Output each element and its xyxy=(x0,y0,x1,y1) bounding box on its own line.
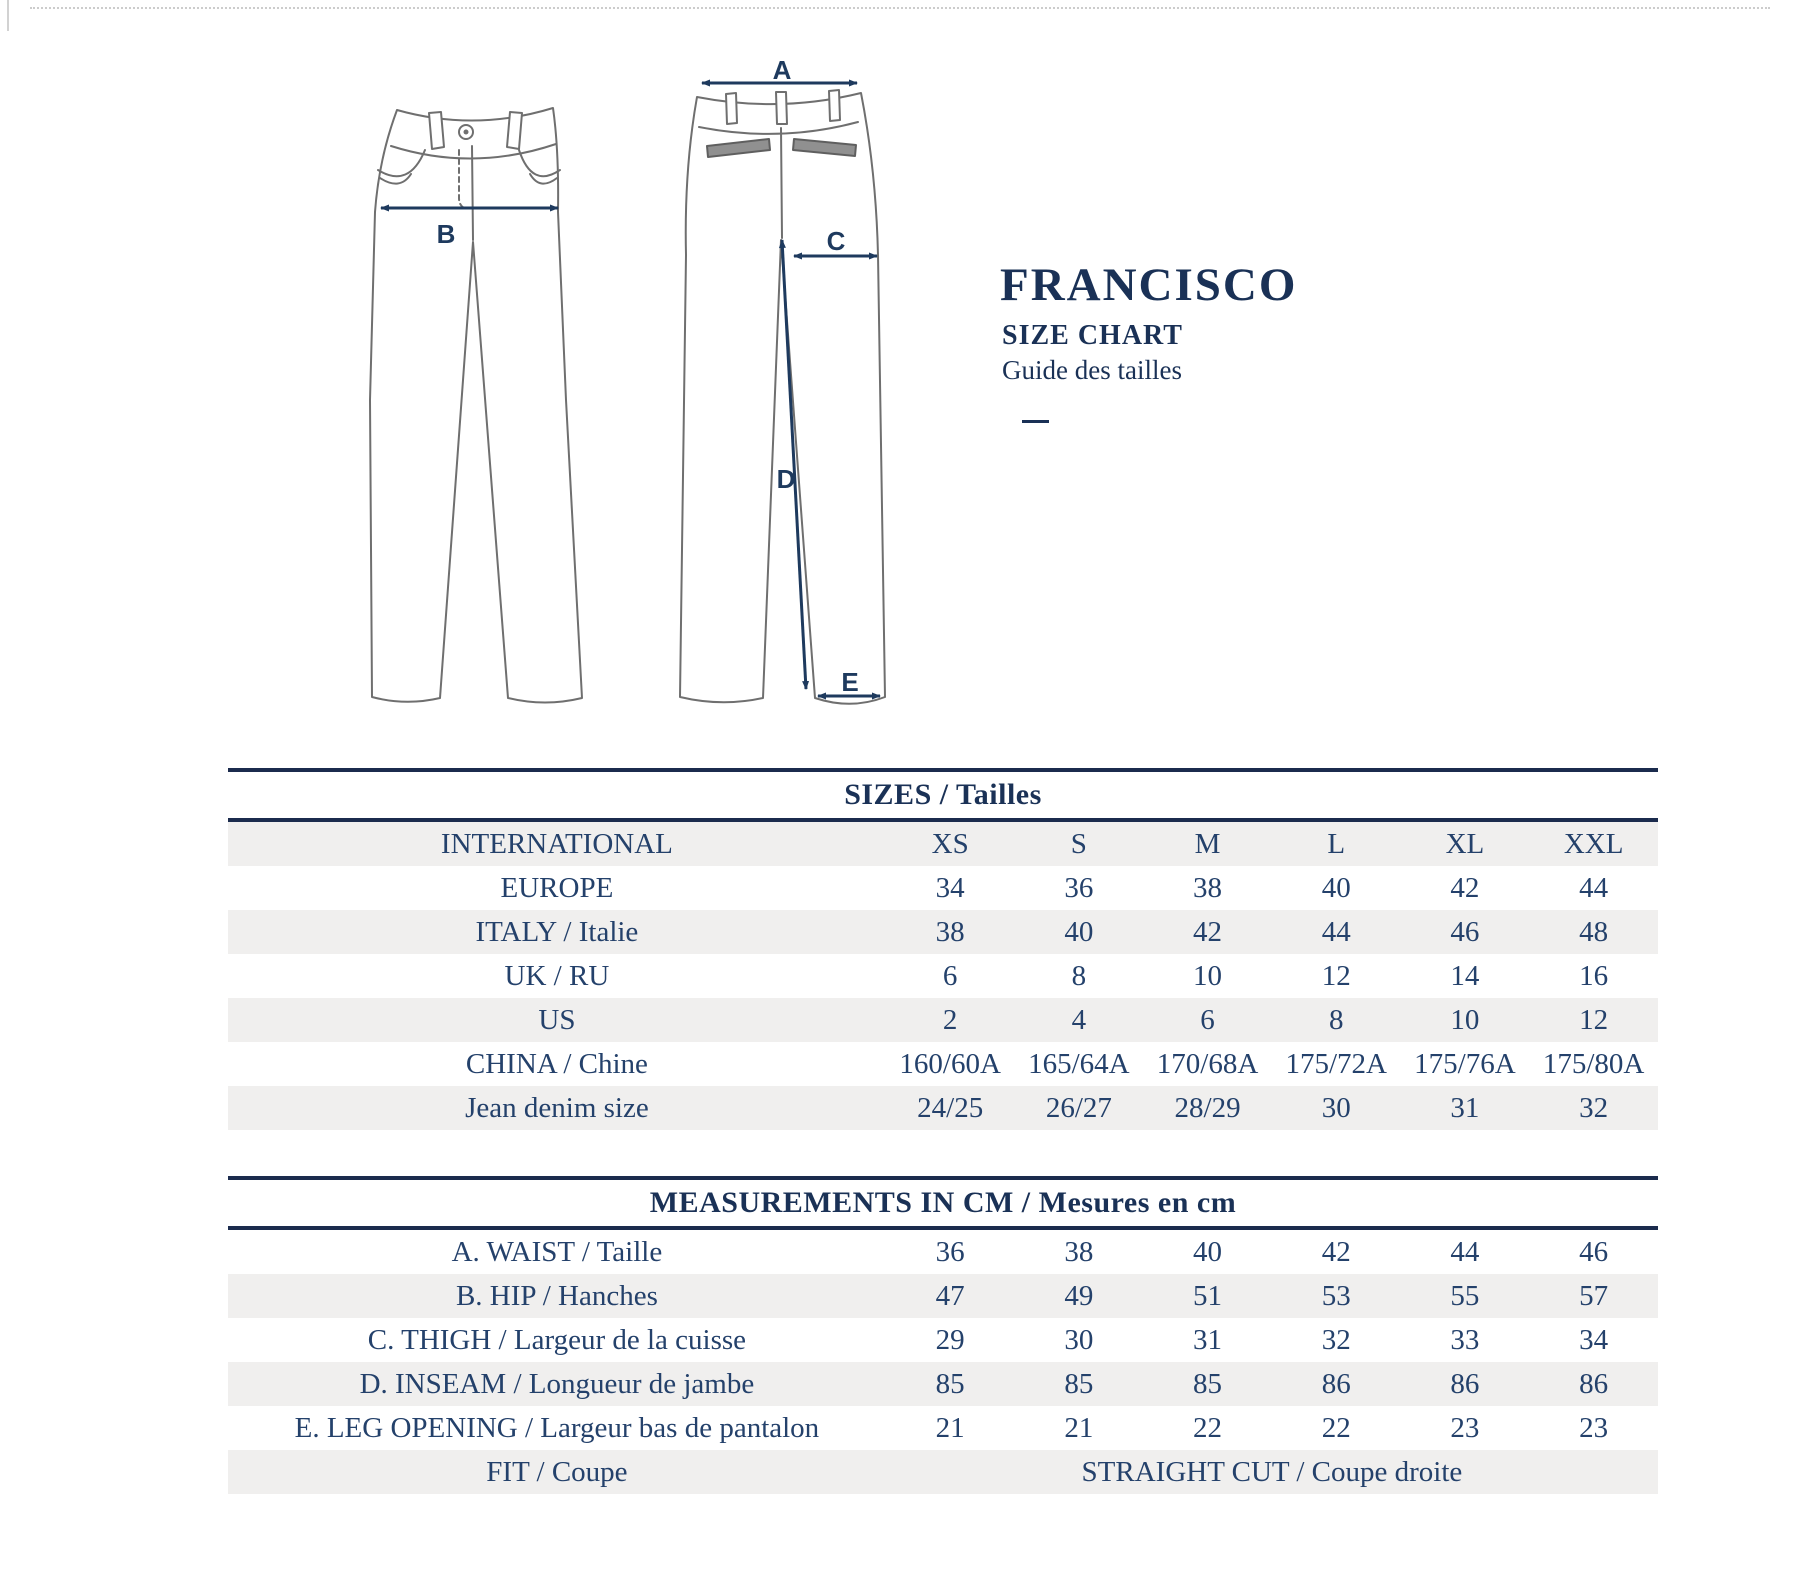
table-row xyxy=(228,1042,1658,1086)
label-d: D xyxy=(776,464,796,494)
table-row xyxy=(228,822,1658,866)
row-value: 165/64A xyxy=(1028,1047,1130,1080)
front-pants-drawing xyxy=(370,108,582,703)
row-label: INTERNATIONAL xyxy=(228,822,886,866)
table-row xyxy=(228,1450,1658,1494)
table-row xyxy=(228,1274,1658,1318)
table-row xyxy=(228,910,1658,954)
row-value: XL xyxy=(1401,822,1530,866)
row-value: XXL xyxy=(1529,822,1658,866)
row-value: 40 xyxy=(1193,1235,1223,1268)
row-label: CHINA / Chine xyxy=(465,1047,648,1080)
measurements-grid xyxy=(228,1230,1658,1494)
row-value: 2 xyxy=(886,998,1015,1042)
sizes-table xyxy=(228,768,1658,1130)
row-value: 32 xyxy=(1321,1323,1351,1356)
row-value: 4 xyxy=(1015,998,1144,1042)
row-value: 34 xyxy=(935,871,965,904)
row-value: 38 xyxy=(886,910,1015,954)
row-value: 42 xyxy=(1321,1235,1351,1268)
row-label: EUROPE xyxy=(500,871,614,904)
row-value: 16 xyxy=(1579,959,1609,992)
label-c: C xyxy=(826,226,846,256)
row-label: B. HIP / Hanches xyxy=(228,1274,886,1318)
row-value: 40 xyxy=(1321,871,1351,904)
product-name: FRANCISCO xyxy=(1000,259,1298,311)
row-value: 8 xyxy=(1071,959,1087,992)
row-value: 175/80A xyxy=(1542,1047,1645,1080)
row-value: 29 xyxy=(935,1323,965,1356)
row-value: 38 xyxy=(1193,871,1223,904)
front-belt-loop-left xyxy=(429,112,444,149)
row-value: M xyxy=(1143,822,1272,866)
row-value: 33 xyxy=(1450,1323,1480,1356)
row-label: UK / RU xyxy=(504,959,610,992)
row-value: 6 xyxy=(942,959,958,992)
row-value: 30 xyxy=(1064,1323,1094,1356)
row-value: 36 xyxy=(935,1235,965,1268)
back-belt-loop-center xyxy=(776,92,787,124)
measurements-table xyxy=(228,1176,1658,1494)
row-label: FIT / Coupe xyxy=(228,1450,886,1494)
row-value: 85 xyxy=(1015,1362,1144,1406)
row-value: 26/27 xyxy=(1015,1086,1144,1130)
row-value: 31 xyxy=(1193,1323,1223,1356)
front-belt-loop-right xyxy=(507,112,522,149)
row-value: 42 xyxy=(1450,871,1480,904)
table-row xyxy=(228,1406,1658,1450)
row-label: ITALY / Italie xyxy=(228,910,886,954)
row-value: L xyxy=(1272,822,1401,866)
row-value: 48 xyxy=(1529,910,1658,954)
row-value: 30 xyxy=(1272,1086,1401,1130)
sizes-table-header: SIZES / Tailles xyxy=(228,772,1658,818)
row-value: 44 xyxy=(1272,910,1401,954)
row-value: 22 xyxy=(1321,1411,1351,1444)
row-value: 34 xyxy=(1579,1323,1609,1356)
row-value: 12 xyxy=(1529,998,1658,1042)
row-label: A. WAIST / Taille xyxy=(451,1235,663,1268)
back-center-seam xyxy=(781,128,782,238)
row-value: 175/76A xyxy=(1414,1047,1516,1080)
table-row xyxy=(228,954,1658,998)
row-value: 86 xyxy=(1401,1362,1530,1406)
row-value: 44 xyxy=(1579,871,1609,904)
row-value: 57 xyxy=(1529,1274,1658,1318)
row-value: XS xyxy=(886,822,1015,866)
front-center-seam xyxy=(472,146,473,240)
row-value: 40 xyxy=(1015,910,1144,954)
row-value: S xyxy=(1015,822,1144,866)
label-a: A xyxy=(772,55,792,85)
table-row xyxy=(228,998,1658,1042)
label-e: E xyxy=(841,667,859,697)
guide-des-tailles-subtitle: Guide des tailles xyxy=(1002,355,1182,385)
row-label: Jean denim size xyxy=(228,1086,886,1130)
size-chart-subtitle: SIZE CHART xyxy=(1002,320,1183,351)
row-value: 51 xyxy=(1143,1274,1272,1318)
back-belt-loop-right xyxy=(829,90,840,121)
row-value: 85 xyxy=(886,1362,1015,1406)
row-value: 8 xyxy=(1272,998,1401,1042)
row-value: 170/68A xyxy=(1156,1047,1259,1080)
title-dash xyxy=(1022,420,1049,423)
row-value: 175/72A xyxy=(1285,1047,1387,1080)
row-value: 24/25 xyxy=(886,1086,1015,1130)
row-value: 10 xyxy=(1193,959,1223,992)
row-span-value: STRAIGHT CUT / Coupe droite xyxy=(886,1450,1658,1494)
back-belt-loop-left xyxy=(726,93,737,124)
row-value: 12 xyxy=(1321,959,1351,992)
table-row xyxy=(228,1362,1658,1406)
row-value: 28/29 xyxy=(1143,1086,1272,1130)
row-value: 31 xyxy=(1401,1086,1530,1130)
row-label: E. LEG OPENING / Largeur bas de pantalon xyxy=(294,1411,820,1444)
row-value: 160/60A xyxy=(899,1047,1001,1080)
table-row xyxy=(228,1230,1658,1274)
label-b: B xyxy=(436,219,456,249)
row-label: US xyxy=(228,998,886,1042)
sizes-grid xyxy=(228,822,1658,1130)
row-value: 85 xyxy=(1143,1362,1272,1406)
row-label: C. THIGH / Largeur de la cuisse xyxy=(367,1323,747,1356)
row-value: 38 xyxy=(1064,1235,1094,1268)
row-value: 32 xyxy=(1529,1086,1658,1130)
back-pants-drawing xyxy=(680,90,885,704)
row-value: 55 xyxy=(1401,1274,1530,1318)
table-row xyxy=(228,1318,1658,1362)
row-value: 47 xyxy=(886,1274,1015,1318)
row-value: 10 xyxy=(1401,998,1530,1042)
row-value: 86 xyxy=(1272,1362,1401,1406)
row-value: 6 xyxy=(1143,998,1272,1042)
row-value: 21 xyxy=(1064,1411,1094,1444)
row-value: 42 xyxy=(1143,910,1272,954)
row-value: 46 xyxy=(1401,910,1530,954)
row-value: 21 xyxy=(935,1411,965,1444)
table-row xyxy=(228,866,1658,910)
front-outline xyxy=(370,108,582,703)
row-label: D. INSEAM / Longueur de jambe xyxy=(228,1362,886,1406)
row-value: 53 xyxy=(1272,1274,1401,1318)
row-value: 23 xyxy=(1450,1411,1480,1444)
row-value: 36 xyxy=(1064,871,1094,904)
row-value: 46 xyxy=(1579,1235,1609,1268)
row-value: 14 xyxy=(1450,959,1480,992)
measurements-table-header: MEASUREMENTS IN CM / Mesures en cm xyxy=(228,1180,1658,1226)
row-value: 44 xyxy=(1450,1235,1480,1268)
row-value: 23 xyxy=(1579,1411,1609,1444)
table-row xyxy=(228,1086,1658,1130)
row-value: 22 xyxy=(1193,1411,1223,1444)
front-button-hole xyxy=(464,130,469,135)
row-value: 49 xyxy=(1015,1274,1144,1318)
row-value: 86 xyxy=(1529,1362,1658,1406)
